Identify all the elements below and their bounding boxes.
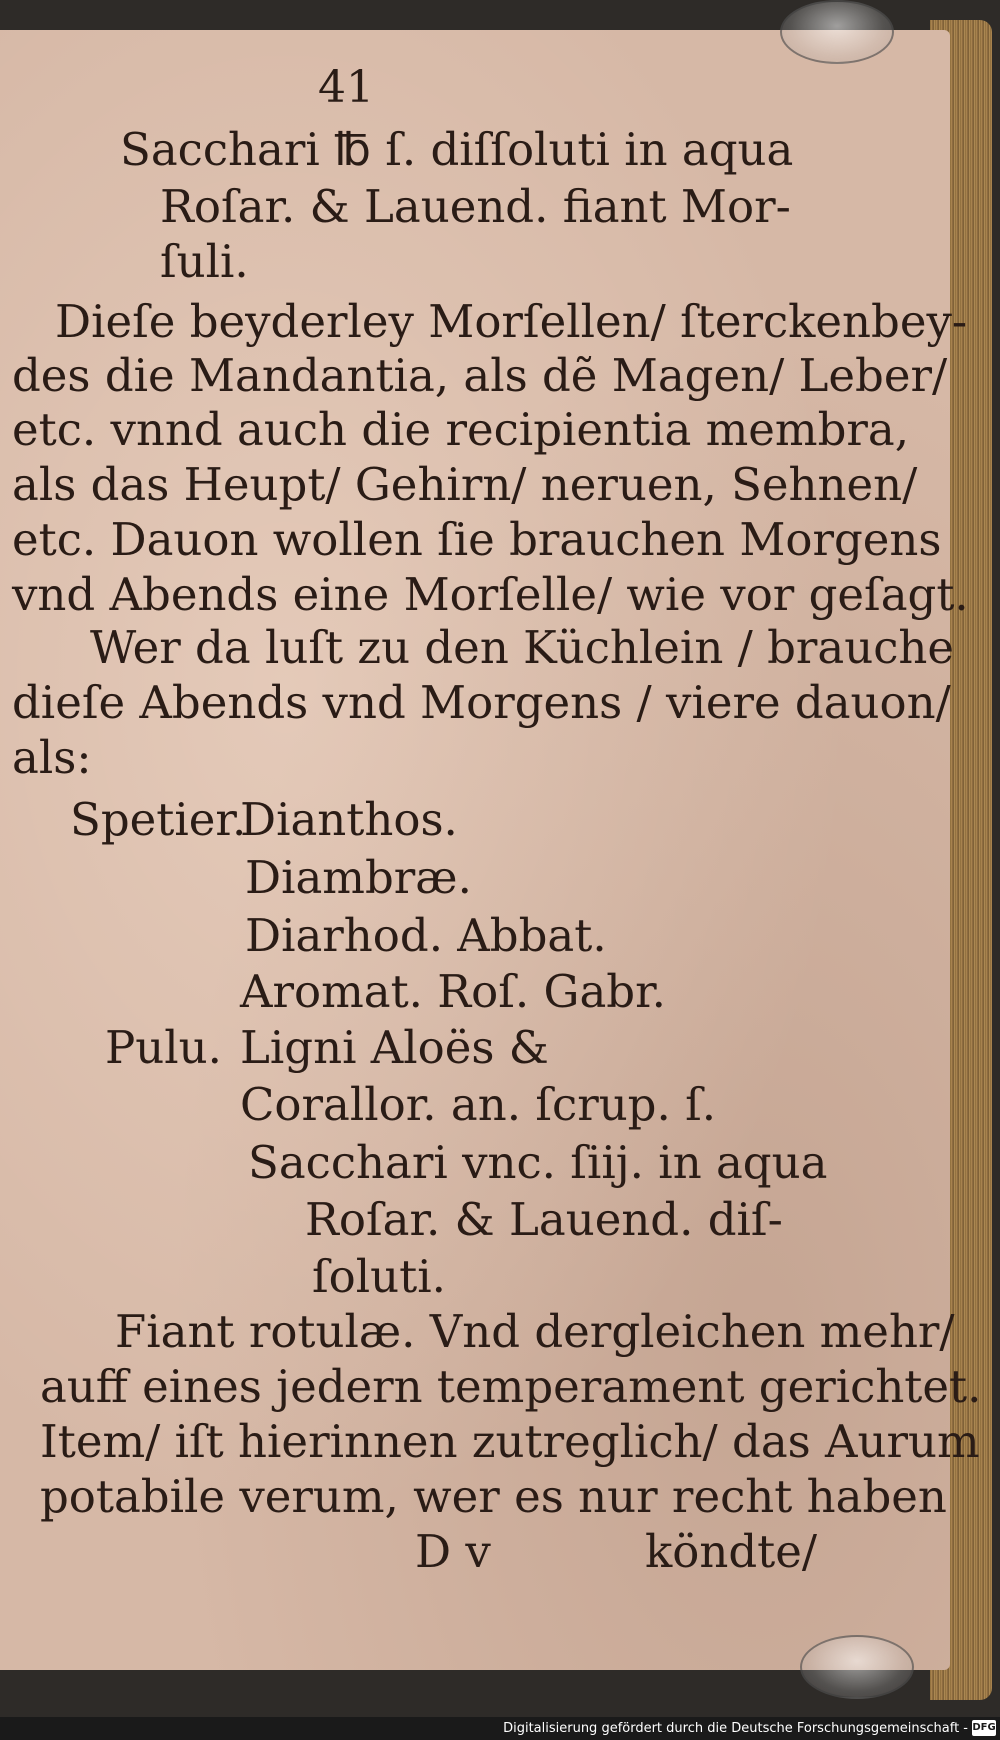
text-line: potabile verum, wer es nur recht haben [40,1470,947,1523]
dfg-logo-icon: DFG [972,1720,996,1736]
text-line: Dieſe beyderley Morſellen/ ſterckenbey- [55,295,968,348]
text-line: als das Heupt/ Gehirn/ neruen, Sehnen/ [12,458,918,511]
recipe-item: Roſar. & Lauend. diſ- [305,1193,783,1246]
catchword: köndte/ [645,1525,818,1578]
recipe-item: Corallor. an. ſcrup. ſ. [240,1078,717,1131]
recipe-item: Dianthos. [240,793,458,846]
recipe-item: Diarhod. Abbat. [245,909,607,962]
recipe-item: Ligni Aloës & [240,1021,549,1074]
text-line: etc. Dauon wollen ſie brauchen Morgens [12,513,942,566]
page-number: 41 [318,62,374,113]
text-line: Sacchari ℔ ſ. diſſoluti in aqua [120,123,794,176]
footer-bar [0,1717,1000,1740]
recipe-item: Diambræ. [245,851,472,904]
recipe-pulu-label: Pulu. [105,1021,222,1074]
funding-credit: Digitalisierung gefördert durch die Deutsche Forschungsgemeinschaft - [503,1721,968,1736]
text-line: auff eines jedern temperament gerichtet. [40,1360,982,1413]
recipe-item: Aromat. Roſ. Gabr. [240,965,666,1018]
recipe-spetier-label: Spetier. [70,793,247,846]
recipe-item: Sacchari vnc. ſiij. in aqua [248,1136,828,1189]
text-line: ſuli. [160,235,249,288]
text-line: Wer da luſt zu den Küchlein / brauche [90,621,955,674]
text-line: als: [12,731,92,784]
text-line: Fiant rotulæ. Vnd dergleichen mehr/ [115,1305,955,1358]
text-line: vnd Abends eine Morſelle/ wie vor geſagt. [12,568,969,621]
signature-mark: D v [415,1525,491,1578]
text-line: Roſar. & Lauend. fiant Mor- [160,180,791,233]
text-line: Item/ iſt hierinnen zutreglich/ das Aurum [40,1415,980,1468]
recipe-item: ſoluti. [312,1250,446,1303]
text-line: dieſe Abends vnd Morgens / viere dauon/ [12,676,951,729]
text-line: etc. vnnd auch die recipientia membra, [12,403,910,456]
text-line: des die Mandantia, als dẽ Magen/ Leber/ [12,349,948,402]
